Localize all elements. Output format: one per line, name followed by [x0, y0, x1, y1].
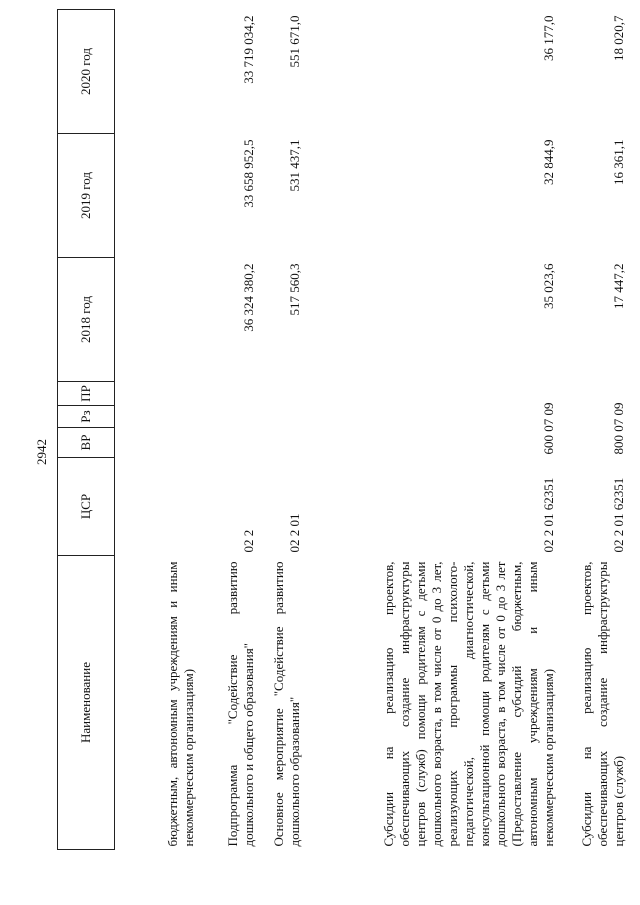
row-value-2020: 36 177,0 — [540, 15, 556, 61]
column-header-pr: ПР — [58, 382, 115, 406]
row-name: Субсидии на реализацию проектов, обеспечивающих создание инфраструктуры центров (служб) помощи родителям с детьми дошкольного возраста, в том числе от 0 до 3 лет, реализующих программы психолого-педагогической, диагностической, консультационной помощи родителям с детьми дошкольного возраста, в том числе от 0 до 3 лет (Предоставление субсидий бюджетным, автономным учреждениям и иным некоммерческим организациям) — [380, 561, 556, 847]
row-vr-rz-pr — [201, 382, 261, 458]
column-header-rz: Рз — [58, 406, 115, 428]
budget-table — [57, 9, 631, 850]
row-vr-rz-pr: 600 07 09 — [540, 402, 556, 455]
row-csr: 02 2 01 — [286, 513, 302, 553]
row-value-2019: 32 844,9 — [540, 139, 556, 185]
row-value-2019: 16 361,1 — [610, 139, 626, 185]
row-csr: 02 2 01 62351 — [610, 477, 626, 553]
row-value-2019: 33 658 952,5 — [240, 139, 256, 208]
row-name: Подпрограмма "Содействие развитию дошкольного и общего образования" — [224, 561, 256, 847]
row-value-2019: 531 437,1 — [286, 139, 302, 192]
column-header-2019: 2019 год — [58, 134, 115, 258]
row-value-2018: 17 447,2 — [610, 263, 626, 309]
column-header-2018: 2018 год — [58, 258, 115, 382]
row-value-2018: 36 324 380,2 — [240, 263, 256, 332]
column-header-csr: ЦСР — [58, 458, 115, 556]
column-header-vr: ВР — [58, 428, 115, 458]
row-value-2020: 551 671,0 — [286, 15, 302, 68]
table-row — [201, 10, 261, 850]
row-name: Субсидии на реализацию проектов, обеспечивающих создание инфраструктуры центров (служб) — [578, 561, 626, 847]
row-vr-rz-pr: 800 07 09 — [610, 402, 626, 455]
row-value-2020: 18 020,7 — [610, 15, 626, 61]
row-value-2018: 517 560,3 — [286, 263, 302, 316]
row-value-2020 — [115, 10, 201, 134]
row-vr-rz-pr — [261, 382, 307, 458]
row-value-2018 — [115, 258, 201, 382]
table-header-row — [58, 10, 115, 850]
row-value-2018: 35 023,6 — [540, 263, 556, 309]
budget-table-sheet — [57, 10, 639, 850]
column-header-2020: 2020 год — [58, 10, 115, 134]
row-name: Основное мероприятие "Содействие развитию дошкольного образования" — [270, 561, 302, 847]
page-number: 2942 — [34, 439, 49, 465]
row-name: бюджетным, автономным учреждениям и иным некоммерческим организациям) — [164, 561, 196, 847]
row-csr: 02 2 — [240, 529, 256, 553]
row-csr — [115, 458, 201, 556]
table-row — [561, 10, 631, 850]
column-header-name: Наименование — [58, 556, 115, 850]
table-row — [261, 10, 307, 850]
table-row — [115, 10, 201, 850]
row-vr-rz-pr — [115, 382, 201, 458]
table-row — [307, 10, 561, 850]
row-csr: 02 2 01 62351 — [540, 477, 556, 553]
row-value-2020: 33 719 034,2 — [240, 15, 256, 84]
row-value-2019 — [115, 134, 201, 258]
